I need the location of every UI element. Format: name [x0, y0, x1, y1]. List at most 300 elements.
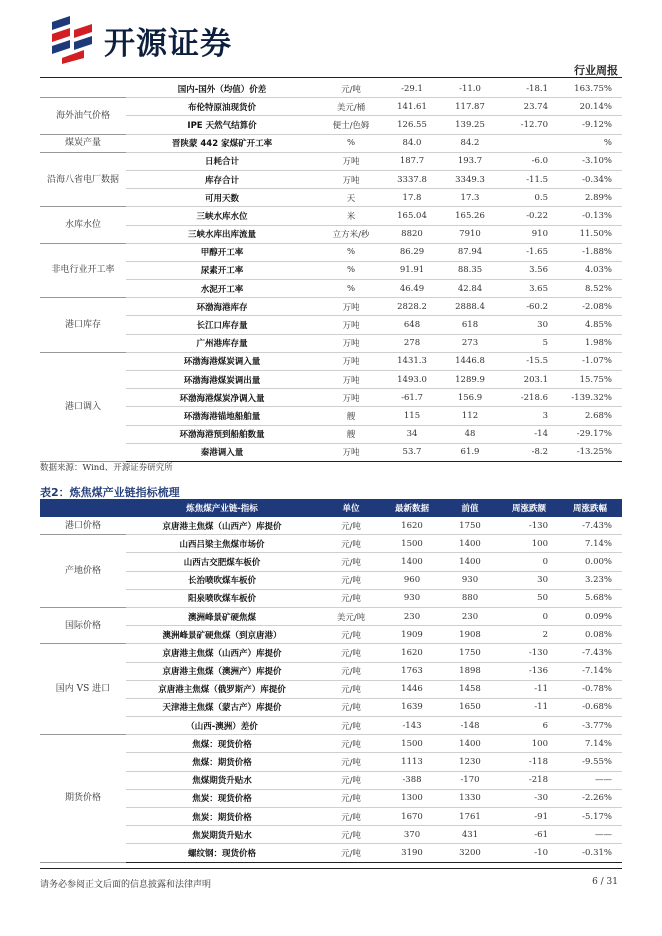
pct-cell: 7.14%	[558, 735, 622, 753]
unit-cell: 美元/桶	[318, 98, 384, 116]
prev-cell: 1446.8	[440, 352, 500, 370]
latest-cell: 115	[384, 407, 440, 425]
table-row	[40, 571, 622, 589]
indicator-cell: 京唐港主焦煤（俄罗斯产）库提价	[126, 680, 318, 698]
table-row	[40, 316, 622, 334]
indicator-cell: 秦港调入量	[126, 443, 318, 461]
pct-cell: 0.00%	[558, 553, 622, 571]
chg-cell: 23.74	[500, 98, 558, 116]
prev-cell: 156.9	[440, 389, 500, 407]
indicator-cell: IPE 天然气结算价	[126, 116, 318, 134]
latest-cell: 17.8	[384, 189, 440, 207]
unit-cell: 米	[318, 207, 384, 225]
group-label: 水库水位	[40, 207, 126, 243]
prev-cell: 61.9	[440, 443, 500, 461]
table-row	[40, 589, 622, 607]
prev-cell: 3349.3	[440, 170, 500, 188]
latest-cell: 1300	[384, 789, 440, 807]
chg-cell: -10	[500, 844, 558, 862]
chg-cell: -118	[500, 753, 558, 771]
unit-cell: %	[318, 243, 384, 261]
unit-cell: 元/吨	[318, 789, 384, 807]
header-latest: 最新数据	[384, 499, 440, 517]
indicator-cell: 甲醇开工率	[126, 243, 318, 261]
table-row	[40, 517, 622, 535]
pct-cell: -0.34%	[558, 170, 622, 188]
prev-cell: 87.94	[440, 243, 500, 261]
footer-disclaimer: 请务必参阅正文后面的信息披露和法律声明	[40, 880, 212, 890]
latest-cell: 278	[384, 334, 440, 352]
latest-cell: 3337.8	[384, 170, 440, 188]
pct-cell: 3.23%	[558, 571, 622, 589]
header-unit: 单位	[318, 499, 384, 517]
unit-cell: 元/吨	[318, 753, 384, 771]
page-number: 6 / 31	[592, 877, 618, 887]
table-row	[40, 789, 622, 807]
table2-title: 表2：炼焦煤产业链指标梳理	[40, 486, 180, 499]
prev-cell: 1761	[440, 808, 500, 826]
chg-cell: 0	[500, 607, 558, 625]
chg-cell: 3.56	[500, 261, 558, 279]
latest-cell: 1400	[384, 553, 440, 571]
indicator-cell: 可用天数	[126, 189, 318, 207]
latest-cell: 370	[384, 826, 440, 844]
indicator-cell: 京唐港主焦煤（澳洲产）库提价	[126, 662, 318, 680]
pct-cell: 1.98%	[558, 334, 622, 352]
table2-header-row	[40, 499, 622, 517]
pct-cell: 2.89%	[558, 189, 622, 207]
prev-cell: 431	[440, 826, 500, 844]
chg-cell: -11	[500, 680, 558, 698]
pct-cell: %	[558, 134, 622, 152]
table-row	[40, 680, 622, 698]
table-row	[40, 80, 622, 98]
table-row	[40, 443, 622, 461]
latest-cell: 1500	[384, 735, 440, 753]
indicator-cell: 山西古交肥煤车板价	[126, 553, 318, 571]
prev-cell: -11.0	[440, 80, 500, 98]
pct-cell: 4.03%	[558, 261, 622, 279]
pct-cell: -7.14%	[558, 662, 622, 680]
unit-cell: 艘	[318, 425, 384, 443]
group-label: 港口价格	[40, 517, 126, 535]
chg-cell: -6.0	[500, 152, 558, 170]
unit-cell: 万吨	[318, 170, 384, 188]
unit-cell: 万吨	[318, 352, 384, 370]
chg-cell: -18.1	[500, 80, 558, 98]
table-row	[40, 116, 622, 134]
prev-cell: 618	[440, 316, 500, 334]
chg-cell: 910	[500, 225, 558, 243]
chg-cell: -60.2	[500, 298, 558, 316]
chg-cell: 30	[500, 316, 558, 334]
table-row	[40, 371, 622, 389]
group-label: 沿海八省电厂数据	[40, 152, 126, 207]
latest-cell: 1113	[384, 753, 440, 771]
group-label: 国际价格	[40, 607, 126, 643]
table-row	[40, 243, 622, 261]
prev-cell: 1750	[440, 517, 500, 535]
table-row	[40, 389, 622, 407]
prev-cell: 3200	[440, 844, 500, 862]
pct-cell: -0.68%	[558, 698, 622, 716]
latest-cell: 84.0	[384, 134, 440, 152]
group-label: 海外油气价格	[40, 98, 126, 134]
prev-cell: 1650	[440, 698, 500, 716]
prev-cell: 48	[440, 425, 500, 443]
pct-cell: 163.75%	[558, 80, 622, 98]
pct-cell: -9.55%	[558, 753, 622, 771]
unit-cell: %	[318, 280, 384, 298]
source-note: 数据来源：Wind、开源证券研究所	[40, 463, 173, 473]
latest-cell: -388	[384, 771, 440, 789]
chg-cell: -11.5	[500, 170, 558, 188]
pct-cell: 7.14%	[558, 535, 622, 553]
prev-cell: 84.2	[440, 134, 500, 152]
pct-cell: -9.12%	[558, 116, 622, 134]
chg-cell: 50	[500, 589, 558, 607]
unit-cell: 艘	[318, 407, 384, 425]
latest-cell: 187.7	[384, 152, 440, 170]
chg-cell: -130	[500, 517, 558, 535]
unit-cell: 立方米/秒	[318, 225, 384, 243]
prev-cell: -148	[440, 717, 500, 735]
chg-cell: -136	[500, 662, 558, 680]
unit-cell: 便士/色姆	[318, 116, 384, 134]
group-label: 国内 VS 进口	[40, 644, 126, 735]
table-row	[40, 662, 622, 680]
pct-cell: -0.31%	[558, 844, 622, 862]
indicator-cell: 水泥开工率	[126, 280, 318, 298]
latest-cell: 1763	[384, 662, 440, 680]
pct-cell: 15.75%	[558, 371, 622, 389]
table-row	[40, 207, 622, 225]
pct-cell: 8.52%	[558, 280, 622, 298]
unit-cell: 元/吨	[318, 844, 384, 862]
chg-cell	[500, 134, 558, 152]
chg-cell: -8.2	[500, 443, 558, 461]
indicator-cell: 澳洲峰景矿硬焦煤	[126, 607, 318, 625]
pct-cell: -3.77%	[558, 717, 622, 735]
table-row	[40, 407, 622, 425]
group-label: 港口库存	[40, 298, 126, 353]
latest-cell: -29.1	[384, 80, 440, 98]
unit-cell: 万吨	[318, 389, 384, 407]
prev-cell: 1400	[440, 553, 500, 571]
pct-cell: 0.08%	[558, 626, 622, 644]
pct-cell: -7.43%	[558, 517, 622, 535]
unit-cell: 美元/吨	[318, 607, 384, 625]
latest-cell: 1446	[384, 680, 440, 698]
indicator-cell: 环渤海港锚地船舶量	[126, 407, 318, 425]
indicator-cell: 焦煤：期货价格	[126, 753, 318, 771]
doc-type-label: 行业周报	[574, 64, 618, 77]
chg-cell: 3	[500, 407, 558, 425]
latest-cell: 34	[384, 425, 440, 443]
latest-cell: 1620	[384, 517, 440, 535]
pct-cell: -1.07%	[558, 352, 622, 370]
chg-cell: -218	[500, 771, 558, 789]
latest-cell: 53.7	[384, 443, 440, 461]
unit-cell: 元/吨	[318, 535, 384, 553]
table-row	[40, 844, 622, 862]
unit-cell: 元/吨	[318, 826, 384, 844]
unit-cell: 元/吨	[318, 80, 384, 98]
table-row	[40, 425, 622, 443]
pct-cell: -13.25%	[558, 443, 622, 461]
prev-cell: -170	[440, 771, 500, 789]
latest-cell: 1620	[384, 644, 440, 662]
chg-cell: 6	[500, 717, 558, 735]
pct-cell: ——	[558, 826, 622, 844]
chg-cell: 203.1	[500, 371, 558, 389]
indicator-cell: 晋陕蒙 442 家煤矿开工率	[126, 134, 318, 152]
pct-cell: -29.17%	[558, 425, 622, 443]
pct-cell: ——	[558, 771, 622, 789]
unit-cell: 万吨	[318, 334, 384, 352]
table-row	[40, 152, 622, 170]
indicator-cell: 环渤海港煤炭净调入量	[126, 389, 318, 407]
chg-cell: -11	[500, 698, 558, 716]
unit-cell: 万吨	[318, 316, 384, 334]
chg-cell: 2	[500, 626, 558, 644]
latest-cell: 86.29	[384, 243, 440, 261]
prev-cell: 42.84	[440, 280, 500, 298]
pct-cell: -2.08%	[558, 298, 622, 316]
prev-cell: 139.25	[440, 116, 500, 134]
prev-cell: 117.87	[440, 98, 500, 116]
chg-cell: 0.5	[500, 189, 558, 207]
prev-cell: 930	[440, 571, 500, 589]
indicator-cell: 国内-国外（均值）价差	[126, 80, 318, 98]
latest-cell: 1493.0	[384, 371, 440, 389]
chg-cell: -30	[500, 789, 558, 807]
logo-text: 开源证券	[104, 25, 232, 62]
logo-mark-icon	[48, 14, 100, 66]
prev-cell: 1898	[440, 662, 500, 680]
prev-cell: 1458	[440, 680, 500, 698]
chg-cell: 5	[500, 334, 558, 352]
indicator-cell: 焦炭期货升贴水	[126, 826, 318, 844]
table-row	[40, 753, 622, 771]
prev-cell: 1330	[440, 789, 500, 807]
chg-cell: 30	[500, 571, 558, 589]
indicator-cell: 澳洲峰景矿硬焦煤（到京唐港）	[126, 626, 318, 644]
indicator-cell: 长治喷吹煤车板价	[126, 571, 318, 589]
unit-cell: %	[318, 261, 384, 279]
table-row	[40, 826, 622, 844]
table-row	[40, 771, 622, 789]
unit-cell: 万吨	[318, 152, 384, 170]
logo	[48, 14, 232, 66]
table-row	[40, 735, 622, 753]
unit-cell: 元/吨	[318, 680, 384, 698]
table-row	[40, 717, 622, 735]
table-row	[40, 352, 622, 370]
indicator-cell: 库存合计	[126, 170, 318, 188]
latest-cell: 230	[384, 607, 440, 625]
indicator-cell: 日耗合计	[126, 152, 318, 170]
prev-cell: 88.35	[440, 261, 500, 279]
unit-cell: %	[318, 134, 384, 152]
table-row	[40, 134, 622, 152]
table-coking-coal-indicators	[40, 499, 622, 863]
latest-cell: 91.91	[384, 261, 440, 279]
prev-cell: 112	[440, 407, 500, 425]
unit-cell: 元/吨	[318, 589, 384, 607]
prev-cell: 1908	[440, 626, 500, 644]
pct-cell: 4.85%	[558, 316, 622, 334]
prev-cell: 1289.9	[440, 371, 500, 389]
prev-cell: 193.7	[440, 152, 500, 170]
latest-cell: 1639	[384, 698, 440, 716]
table-row	[40, 280, 622, 298]
unit-cell: 元/吨	[318, 698, 384, 716]
latest-cell: 2828.2	[384, 298, 440, 316]
unit-cell: 元/吨	[318, 553, 384, 571]
prev-cell: 230	[440, 607, 500, 625]
latest-cell: 1431.3	[384, 352, 440, 370]
chg-cell: 100	[500, 535, 558, 553]
prev-cell: 880	[440, 589, 500, 607]
unit-cell: 元/吨	[318, 771, 384, 789]
indicator-cell: 三峡水库水位	[126, 207, 318, 225]
latest-cell: 930	[384, 589, 440, 607]
unit-cell: 天	[318, 189, 384, 207]
prev-cell: 1750	[440, 644, 500, 662]
prev-cell: 17.3	[440, 189, 500, 207]
unit-cell: 元/吨	[318, 571, 384, 589]
chg-cell: -130	[500, 644, 558, 662]
unit-cell: 元/吨	[318, 644, 384, 662]
indicator-cell: 环渤海港库存	[126, 298, 318, 316]
indicator-cell: 环渤海港煤炭调入量	[126, 352, 318, 370]
pct-cell: -7.43%	[558, 644, 622, 662]
indicator-cell: 尿素开工率	[126, 261, 318, 279]
pct-cell: 20.14%	[558, 98, 622, 116]
pct-cell: -139.32%	[558, 389, 622, 407]
header-divider	[40, 77, 622, 78]
pct-cell: -2.26%	[558, 789, 622, 807]
table-row	[40, 225, 622, 243]
prev-cell: 2888.4	[440, 298, 500, 316]
chg-cell: 0	[500, 553, 558, 571]
pct-cell: -0.13%	[558, 207, 622, 225]
indicator-cell: 焦煤：现货价格	[126, 735, 318, 753]
indicator-cell: 长江口库存量	[126, 316, 318, 334]
unit-cell: 元/吨	[318, 626, 384, 644]
chg-cell: -91	[500, 808, 558, 826]
unit-cell: 元/吨	[318, 517, 384, 535]
indicator-cell: 天津港主焦煤（蒙古产）库提价	[126, 698, 318, 716]
chg-cell: -218.6	[500, 389, 558, 407]
latest-cell: -61.7	[384, 389, 440, 407]
latest-cell: -143	[384, 717, 440, 735]
pct-cell: 11.50%	[558, 225, 622, 243]
latest-cell: 960	[384, 571, 440, 589]
indicator-cell: 布伦特原油现货价	[126, 98, 318, 116]
indicator-cell: 焦煤期货升贴水	[126, 771, 318, 789]
latest-cell: 165.04	[384, 207, 440, 225]
prev-cell: 1400	[440, 735, 500, 753]
indicator-cell: 环渤海港预到船舶数量	[126, 425, 318, 443]
chg-cell: -1.65	[500, 243, 558, 261]
group-label: 产地价格	[40, 535, 126, 608]
prev-cell: 1400	[440, 535, 500, 553]
indicator-cell: 焦炭：期货价格	[126, 808, 318, 826]
chg-cell: 3.65	[500, 280, 558, 298]
footer-divider	[40, 868, 622, 869]
unit-cell: 万吨	[318, 371, 384, 389]
group-label	[40, 80, 126, 98]
table-row	[40, 553, 622, 571]
chg-cell: -15.5	[500, 352, 558, 370]
latest-cell: 8820	[384, 225, 440, 243]
chg-cell: 100	[500, 735, 558, 753]
table-coal-indicators	[40, 80, 622, 462]
latest-cell: 1500	[384, 535, 440, 553]
indicator-cell: 焦炭：现货价格	[126, 789, 318, 807]
latest-cell: 46.49	[384, 280, 440, 298]
indicator-cell: 螺纹钢：现货价格	[126, 844, 318, 862]
chg-cell: -0.22	[500, 207, 558, 225]
indicator-cell: 京唐港主焦煤（山西产）库提价	[126, 644, 318, 662]
unit-cell: 元/吨	[318, 662, 384, 680]
group-label: 期货价格	[40, 735, 126, 862]
pct-cell: -5.17%	[558, 808, 622, 826]
prev-cell: 7910	[440, 225, 500, 243]
indicator-cell: 广州港库存量	[126, 334, 318, 352]
table-row	[40, 261, 622, 279]
pct-cell: 5.68%	[558, 589, 622, 607]
unit-cell: 万吨	[318, 443, 384, 461]
table-row	[40, 189, 622, 207]
latest-cell: 3190	[384, 844, 440, 862]
header-pct: 周涨跌幅	[558, 499, 622, 517]
chg-cell: -12.70	[500, 116, 558, 134]
chg-cell: -61	[500, 826, 558, 844]
table-row	[40, 626, 622, 644]
table-row	[40, 607, 622, 625]
indicator-cell: 环渤海港煤炭调出量	[126, 371, 318, 389]
unit-cell: 元/吨	[318, 735, 384, 753]
indicator-cell: 阳泉喷吹煤车板价	[126, 589, 318, 607]
prev-cell: 165.26	[440, 207, 500, 225]
latest-cell: 126.55	[384, 116, 440, 134]
pct-cell: 2.68%	[558, 407, 622, 425]
indicator-cell: 京唐港主焦煤（山西产）库提价	[126, 517, 318, 535]
header-indicator: 炼焦煤产业链-指标	[126, 499, 318, 517]
unit-cell: 万吨	[318, 298, 384, 316]
indicator-cell: （山西-澳洲）差价	[126, 717, 318, 735]
latest-cell: 648	[384, 316, 440, 334]
table-row	[40, 698, 622, 716]
group-label: 港口调入	[40, 352, 126, 461]
pct-cell: 0.09%	[558, 607, 622, 625]
header-prev: 前值	[440, 499, 500, 517]
table-row	[40, 808, 622, 826]
prev-cell: 273	[440, 334, 500, 352]
table-row	[40, 298, 622, 316]
latest-cell: 1909	[384, 626, 440, 644]
unit-cell: 元/吨	[318, 717, 384, 735]
table-row	[40, 535, 622, 553]
header-chg: 周涨跌额	[500, 499, 558, 517]
group-label: 非电行业开工率	[40, 243, 126, 298]
latest-cell: 1670	[384, 808, 440, 826]
header-group	[40, 499, 126, 517]
group-label: 煤炭产量	[40, 134, 126, 152]
